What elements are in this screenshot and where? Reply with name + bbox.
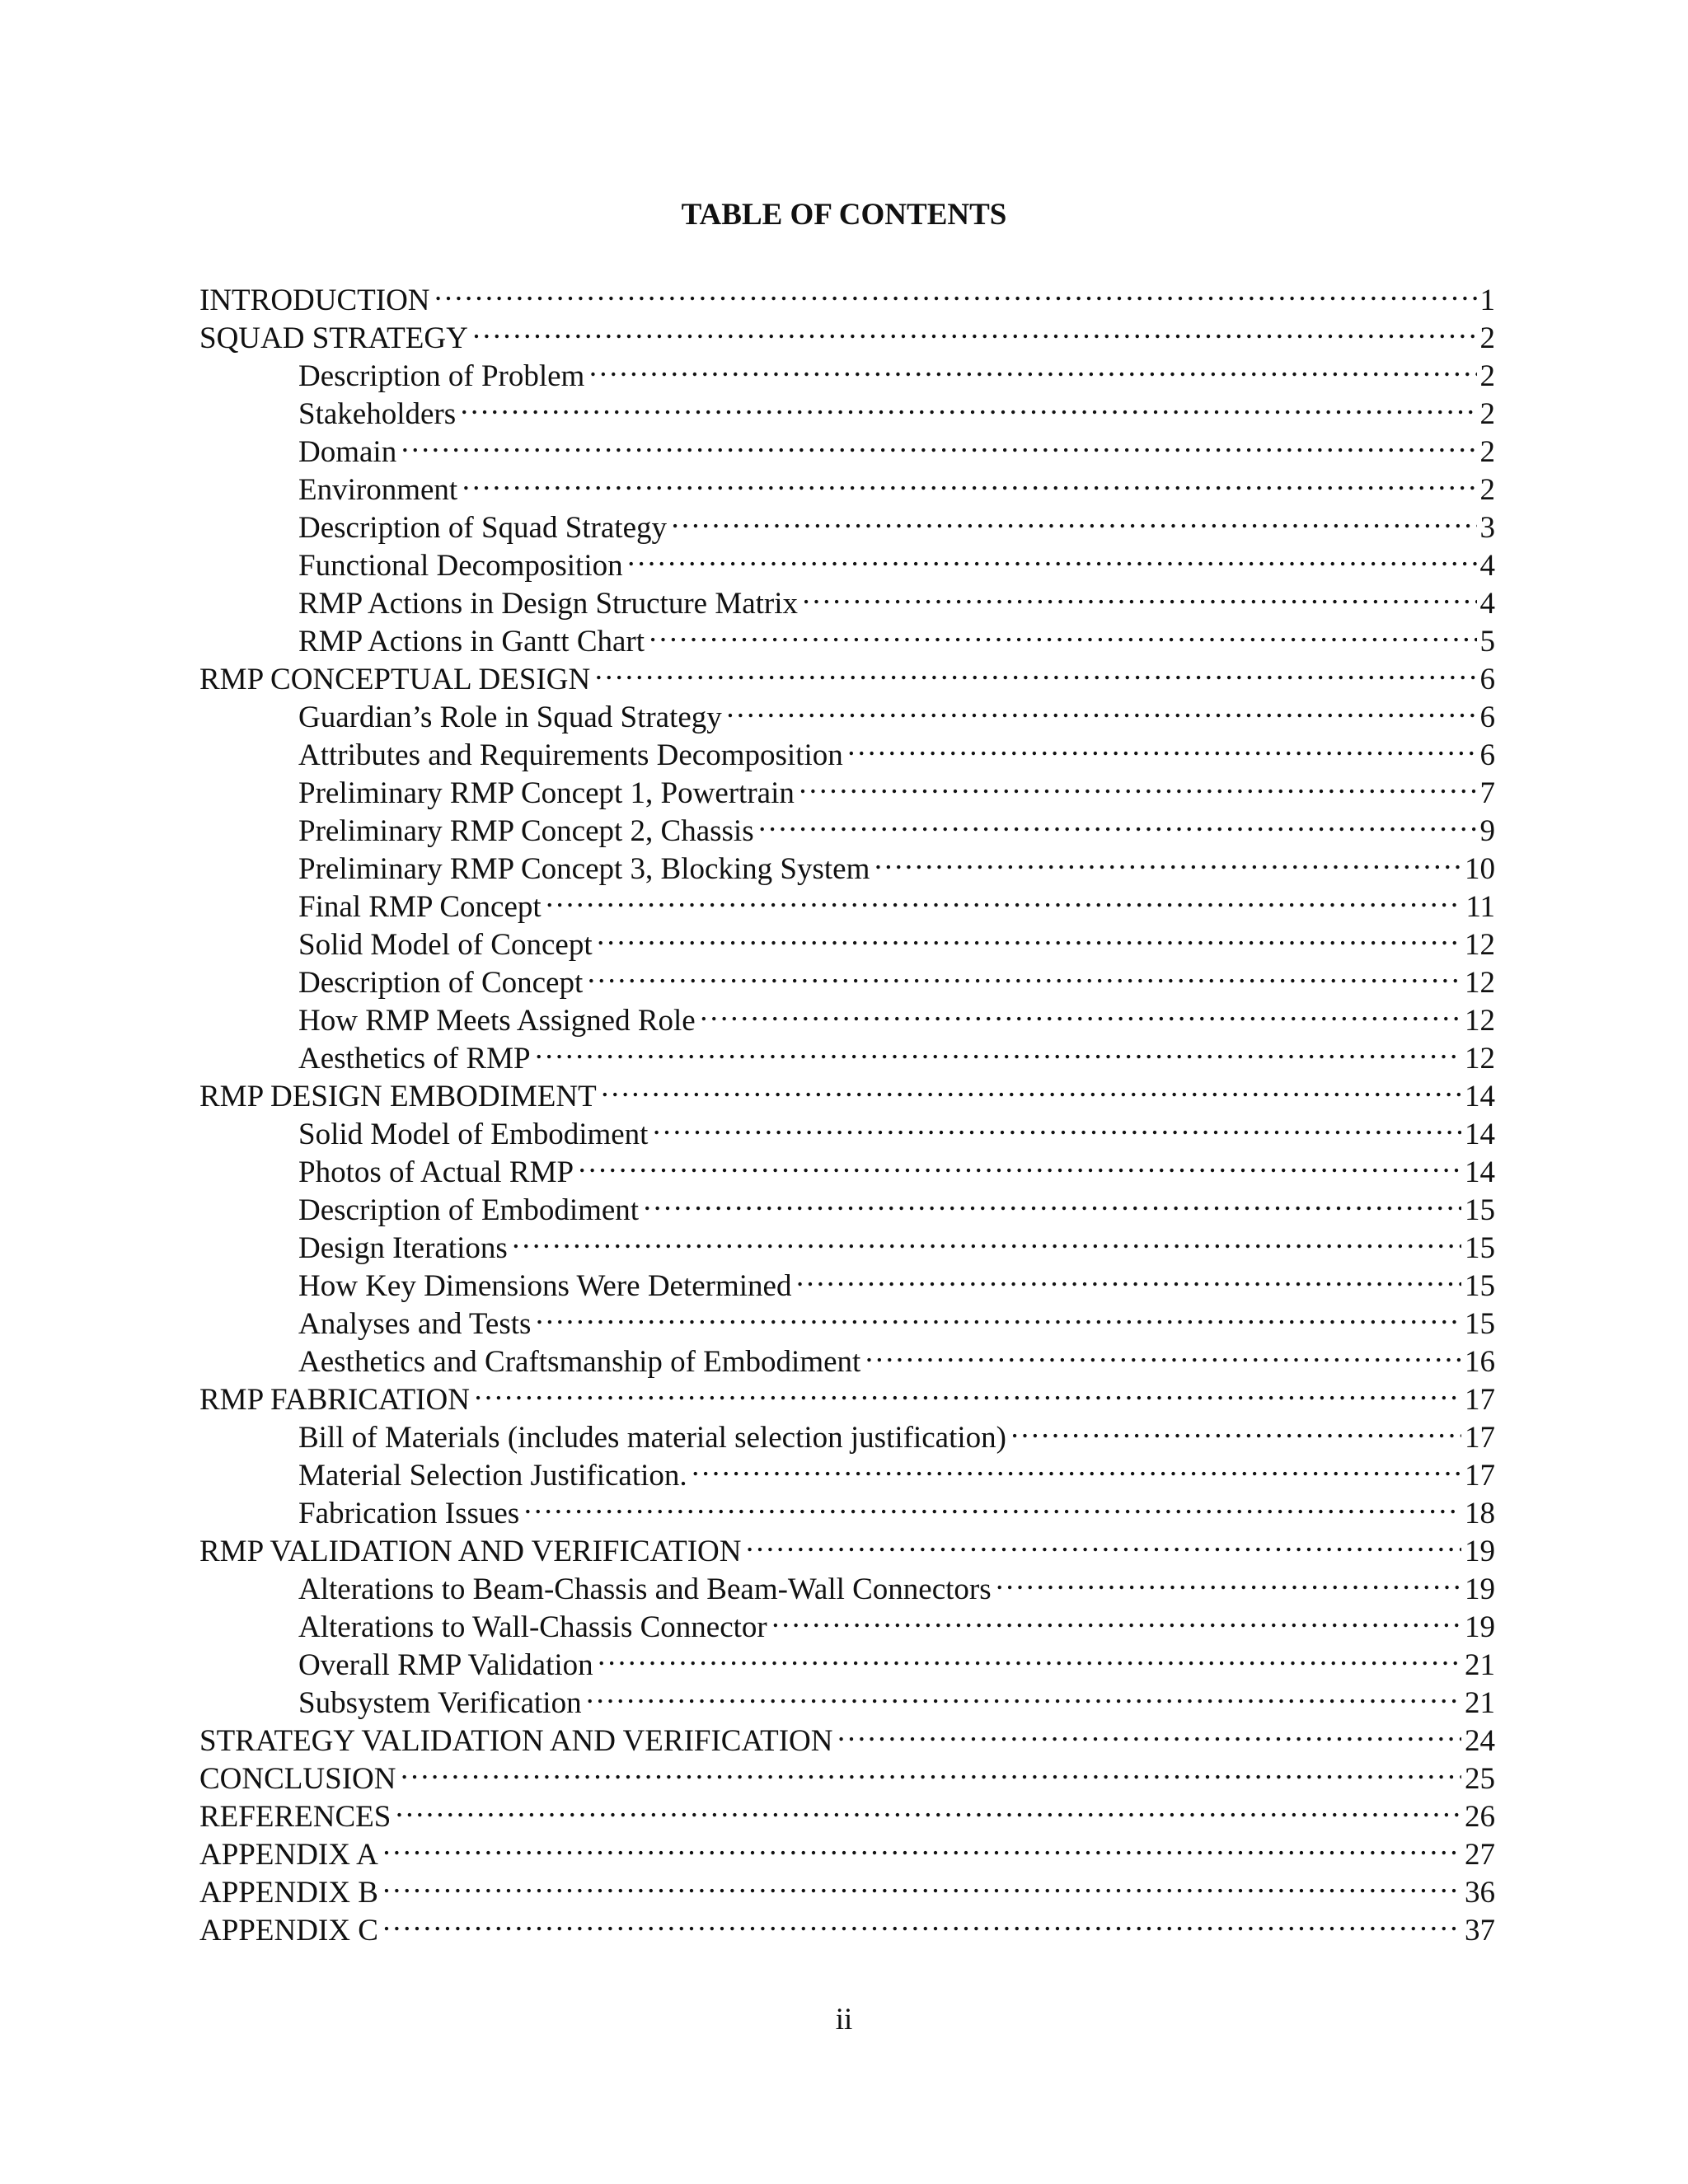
toc-dot-leader [836, 1713, 1461, 1750]
toc-entry-page-number: 11 [1465, 890, 1495, 924]
toc-dot-leader [651, 1106, 1461, 1144]
toc-dot-leader [588, 348, 1476, 386]
toc-dot-leader [597, 1637, 1461, 1675]
toc-entry-label: Alterations to Beam-Chassis and Beam-Wall Connectors [298, 1572, 992, 1606]
toc-entry-page-number: 2 [1479, 473, 1495, 507]
toc-dot-leader [382, 1864, 1461, 1902]
toc-entry-page-number: 4 [1479, 587, 1495, 621]
toc-dot-leader [670, 499, 1477, 537]
toc-entry-page-number: 6 [1479, 663, 1495, 696]
toc-entry-page-number: 15 [1465, 1193, 1495, 1227]
toc-dot-leader [771, 1599, 1461, 1637]
toc-entry-page-number: 1 [1479, 284, 1495, 317]
toc-entry-label: Analyses and Tests [298, 1307, 532, 1341]
toc-dot-leader [434, 272, 1477, 310]
toc-entry-page-number: 2 [1479, 359, 1495, 393]
toc-entry-label: Bill of Materials (includes material selection justification) [298, 1421, 1006, 1455]
toc-entry-page-number: 24 [1465, 1724, 1495, 1758]
toc-entry-page-number: 19 [1465, 1535, 1495, 1568]
toc-section-entry [199, 1902, 1495, 1947]
toc-entry-label: Subsystem Verification [298, 1686, 582, 1720]
toc-entry-label: Solid Model of Embodiment [298, 1118, 649, 1151]
toc-entry-page-number: 21 [1465, 1648, 1495, 1682]
toc-entry-page-number: 18 [1465, 1497, 1495, 1530]
toc-entry-page-number: 15 [1465, 1269, 1495, 1303]
toc-dot-leader [382, 1826, 1461, 1864]
toc-entry-label: Description of Squad Strategy [298, 511, 667, 545]
toc-entry-page-number: 2 [1479, 397, 1495, 431]
toc-entry-page-number: 6 [1479, 738, 1495, 772]
toc-list [199, 272, 1495, 1947]
toc-entry-page-number: 4 [1479, 549, 1495, 583]
toc-dot-leader [593, 651, 1476, 689]
toc-entry-page-number: 19 [1465, 1572, 1495, 1606]
toc-dot-leader [642, 1182, 1461, 1220]
toc-entry-page-number: 14 [1465, 1118, 1495, 1151]
toc-dot-leader [725, 689, 1477, 727]
toc-entry-page-number: 12 [1465, 966, 1495, 1000]
toc-entry-label: STRATEGY VALIDATION AND VERIFICATION [199, 1724, 833, 1758]
toc-entry-label: Environment [298, 473, 458, 507]
toc-entry-label: How RMP Meets Assigned Role [298, 1004, 696, 1038]
toc-entry-page-number: 36 [1465, 1876, 1495, 1910]
toc-entry-page-number: 3 [1479, 511, 1495, 545]
toc-dot-leader [864, 1333, 1461, 1371]
toc-entry-label: Alterations to Wall-Chassis Connector [298, 1610, 767, 1644]
toc-dot-leader [459, 386, 1476, 424]
toc-entry-label: Design Iterations [298, 1231, 508, 1265]
toc-entry-label: Description of Concept [298, 966, 584, 1000]
toc-entry-label: REFERENCES [199, 1800, 392, 1834]
toc-dot-leader [745, 1523, 1462, 1561]
toc-entry-page-number: 2 [1479, 321, 1495, 355]
toc-entry-page-number: 12 [1465, 1042, 1495, 1076]
toc-dot-leader [545, 879, 1463, 916]
toc-dot-leader [691, 1447, 1461, 1485]
toc-entry-page-number: 2 [1479, 435, 1495, 469]
toc-entry-label: Material Selection Justification. [298, 1459, 687, 1493]
toc-dot-leader [400, 424, 1476, 462]
toc-dot-leader [873, 841, 1461, 879]
toc-dot-leader [1010, 1409, 1461, 1447]
toc-entry-page-number: 14 [1465, 1080, 1495, 1113]
toc-entry-label: Aesthetics and Craftsmanship of Embodiment [298, 1345, 861, 1379]
toc-entry-page-number: 15 [1465, 1307, 1495, 1341]
toc-entry-label: APPENDIX C [199, 1914, 378, 1947]
toc-dot-leader [577, 1144, 1461, 1182]
toc-entry-label: RMP FABRICATION [199, 1383, 470, 1417]
toc-entry-label: Solid Model of Concept [298, 928, 593, 962]
toc-section-entry [199, 1864, 1495, 1910]
toc-entry-label: Preliminary RMP Concept 3, Blocking System [298, 852, 870, 886]
toc-section-entry [199, 272, 1495, 317]
toc-entry-page-number: 14 [1465, 1155, 1495, 1189]
toc-dot-leader [399, 1750, 1461, 1788]
toc-entry-label: APPENDIX A [199, 1838, 378, 1872]
toc-dot-leader [596, 916, 1461, 954]
toc-entry-page-number: 12 [1465, 1004, 1495, 1038]
toc-entry-page-number: 25 [1465, 1762, 1495, 1796]
toc-dot-leader [648, 613, 1476, 651]
toc-entry-label: RMP DESIGN EMBODIMENT [199, 1080, 597, 1113]
page-title: TABLE OF CONTENTS [681, 198, 1007, 232]
toc-section-entry [199, 1788, 1495, 1834]
toc-entry-page-number: 26 [1465, 1800, 1495, 1834]
toc-dot-leader [585, 1675, 1461, 1713]
toc-entry-label: Final RMP Concept [298, 890, 542, 924]
toc-dot-leader [523, 1485, 1461, 1523]
toc-dot-leader [600, 1068, 1461, 1106]
toc-entry-page-number: 16 [1465, 1345, 1495, 1379]
toc-entry-page-number: 17 [1465, 1459, 1495, 1493]
toc-entry-label: Fabrication Issues [298, 1497, 520, 1530]
toc-entry-label: RMP Actions in Design Structure Matrix [298, 587, 799, 621]
toc-dot-leader [757, 803, 1477, 841]
toc-entry-page-number: 27 [1465, 1838, 1495, 1872]
toc-dot-leader [461, 462, 1476, 499]
toc-entry-page-number: 19 [1465, 1610, 1495, 1644]
toc-entry-label: Domain [298, 435, 397, 469]
toc-dot-leader [846, 727, 1477, 765]
toc-entry-label: How Key Dimensions Were Determined [298, 1269, 792, 1303]
toc-section-entry [199, 1826, 1495, 1872]
toc-entry-label: APPENDIX B [199, 1876, 378, 1910]
toc-entry-label: Functional Decomposition [298, 549, 623, 583]
toc-entry-page-number: 17 [1465, 1383, 1495, 1417]
toc-entry-page-number: 7 [1479, 776, 1495, 810]
toc-entry-label: Preliminary RMP Concept 2, Chassis [298, 814, 754, 848]
toc-dot-leader [699, 992, 1461, 1030]
toc-dot-leader [534, 1030, 1461, 1068]
toc-entry-label: Aesthetics of RMP [298, 1042, 531, 1076]
toc-entry-page-number: 12 [1465, 928, 1495, 962]
toc-entry-label: RMP CONCEPTUAL DESIGN [199, 663, 591, 696]
toc-dot-leader [586, 954, 1461, 992]
toc-entry-label: Preliminary RMP Concept 1, Powertrain [298, 776, 795, 810]
toc-entry-page-number: 6 [1479, 701, 1495, 734]
toc-entry-page-number: 5 [1479, 625, 1495, 658]
toc-entry-label: Stakeholders [298, 397, 457, 431]
toc-entry-label: RMP VALIDATION AND VERIFICATION [199, 1535, 742, 1568]
toc-dot-leader [626, 537, 1477, 575]
toc-entry-page-number: 15 [1465, 1231, 1495, 1265]
toc-dot-leader [801, 575, 1476, 613]
toc-entry-label: Description of Embodiment [298, 1193, 640, 1227]
toc-entry-label: RMP Actions in Gantt Chart [298, 625, 645, 658]
toc-entry-page-number: 9 [1479, 814, 1495, 848]
toc-entry-label: Description of Problem [298, 359, 585, 393]
toc-entry-label: Guardian’s Role in Squad Strategy [298, 701, 722, 734]
toc-entry-label: CONCLUSION [199, 1762, 396, 1796]
toc-dot-leader [511, 1220, 1461, 1258]
toc-entry-page-number: 21 [1465, 1686, 1495, 1720]
toc-dot-leader [798, 765, 1477, 803]
toc-dot-leader [995, 1561, 1461, 1599]
toc-dot-leader [473, 1371, 1461, 1409]
page-number: ii [835, 2003, 853, 2036]
toc-dot-leader [382, 1902, 1461, 1940]
toc-entry-label: Photos of Actual RMP [298, 1155, 574, 1189]
toc-entry-page-number: 17 [1465, 1421, 1495, 1455]
toc-entry-page-number: 10 [1465, 852, 1495, 886]
toc-entry-label: SQUAD STRATEGY [199, 321, 468, 355]
toc-dot-leader [394, 1788, 1461, 1826]
toc-entry-page-number: 37 [1465, 1914, 1495, 1947]
toc-dot-leader [471, 310, 1477, 348]
toc-entry-label: Overall RMP Validation [298, 1648, 593, 1682]
toc-entry-label: INTRODUCTION [199, 284, 430, 317]
toc-dot-leader [795, 1258, 1461, 1296]
toc-dot-leader [534, 1296, 1461, 1333]
toc-entry-label: Attributes and Requirements Decomposition [298, 738, 843, 772]
